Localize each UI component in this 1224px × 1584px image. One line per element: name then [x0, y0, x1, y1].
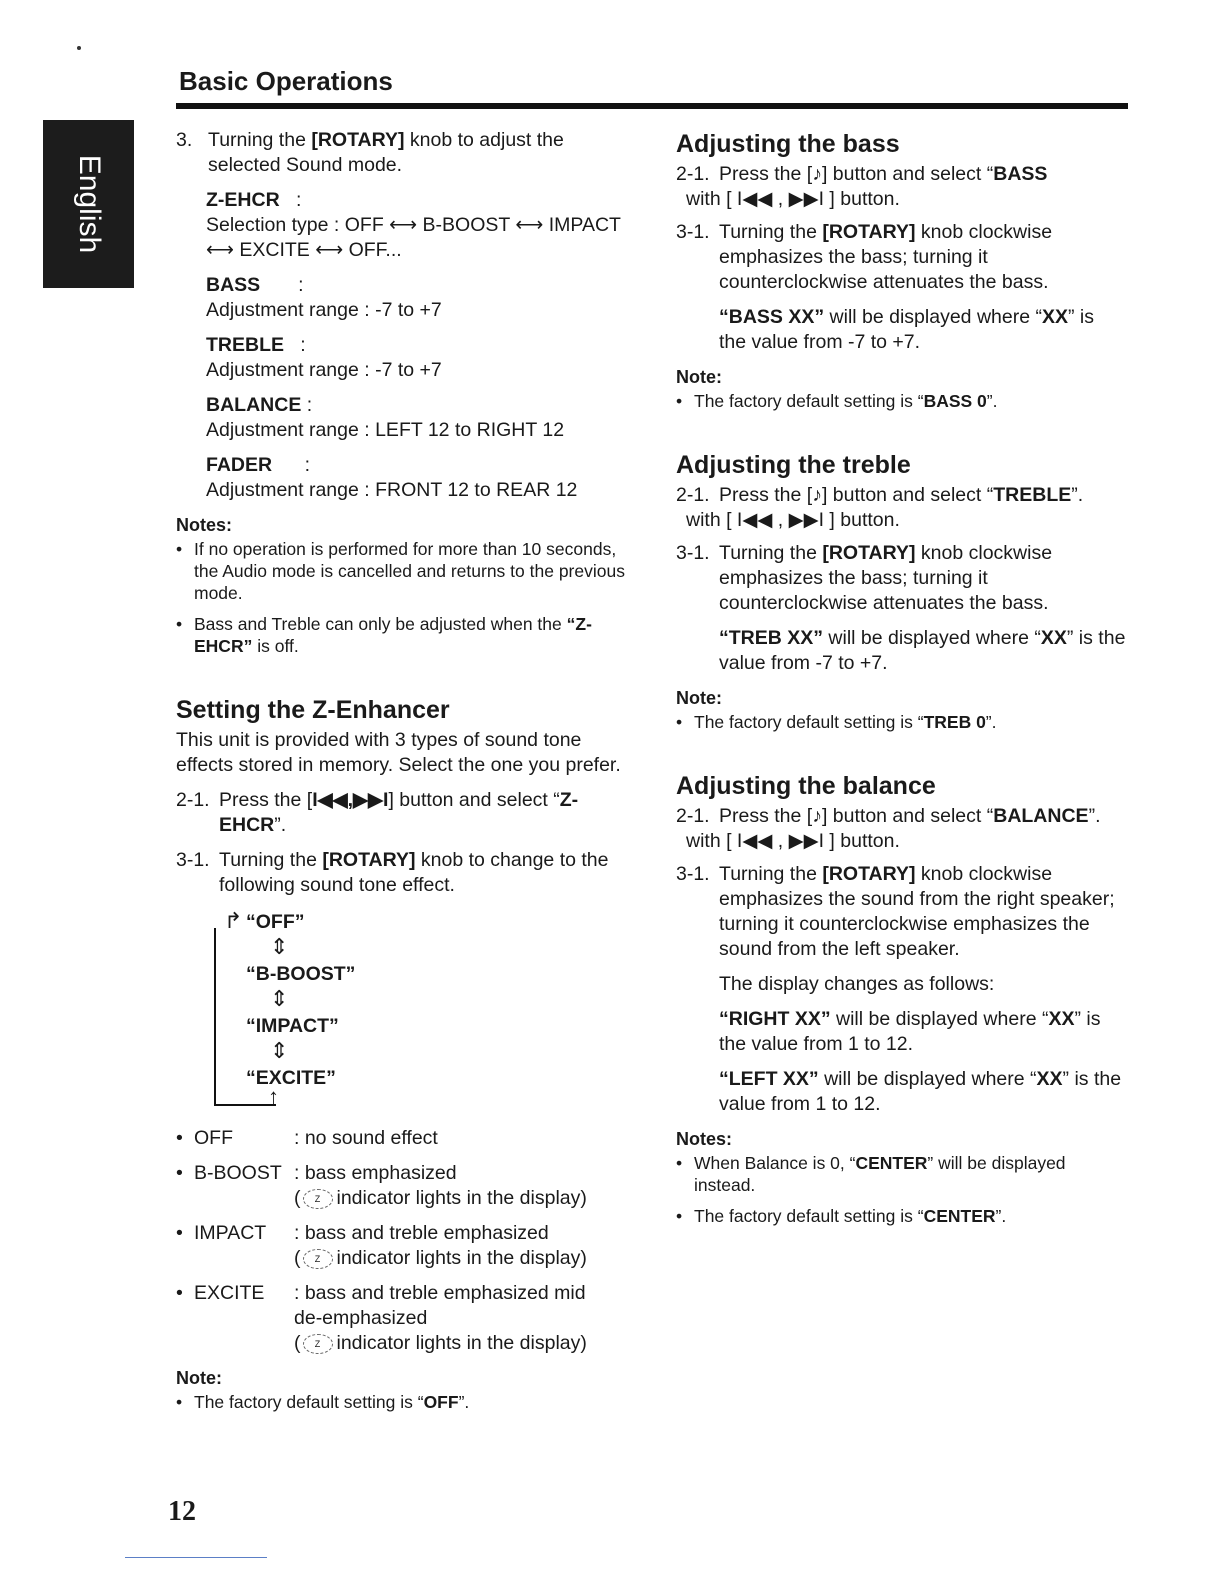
note-bold: “Z-EHCR” — [194, 614, 592, 656]
step-bold: Z-EHCR — [219, 789, 579, 836]
display-bold: “LEFT XX” — [719, 1068, 819, 1090]
note-bold: CENTER — [855, 1153, 928, 1173]
display-text: will be displayed where “ — [818, 1068, 1037, 1090]
step-text: Press the [ — [219, 789, 313, 811]
note-text: ”. — [995, 1206, 1007, 1226]
effect-off — [176, 1126, 626, 1151]
effect-desc: : no sound effect — [294, 1127, 438, 1149]
arrow-right-icon: ↱ — [224, 908, 243, 933]
mode-detail: Adjustment range : FRONT 12 to REAR 12 — [206, 479, 578, 501]
step-text: Turning the — [719, 221, 823, 243]
effect-excite: • EXCITE : bass and treble emphasized mid de-emphasized ( Z indicator lights in the display) — [176, 1281, 626, 1356]
step-with: with [ I◀◀ , ▶▶I ] button. — [686, 509, 900, 531]
treble-step-3-1 — [676, 541, 1126, 616]
bass-step-3-1 — [676, 220, 1126, 295]
right-column — [676, 128, 1126, 1236]
step-text: knob to adjust the selected Sound mode. — [208, 129, 564, 176]
treble-title: Adjusting the treble — [676, 451, 911, 479]
step-number: 2-1. — [676, 805, 710, 827]
step-text: knob clockwise emphasizes the bass; turning it counterclockwise attenuates the bass. — [719, 221, 1053, 293]
zenhancer-intro: This unit is provided with 3 types of sound tone effects stored in memory. Select the one you prefer. — [176, 729, 621, 776]
effect-name: IMPACT — [194, 1222, 267, 1244]
effect-b-boost: • B-BOOST : bass emphasized ( Z indicator lights in the display) — [176, 1161, 626, 1211]
treble-display — [676, 626, 1126, 676]
step-text: Turning the — [719, 542, 823, 564]
note-text: Bass and Treble can only be adjusted when the — [194, 614, 562, 634]
step-text: Press the [♪] button and select “ — [719, 163, 994, 185]
notes-title: Notes: — [676, 1129, 733, 1149]
mode-label: Z-EHCR — [206, 189, 280, 211]
note-text: ”. — [986, 391, 998, 411]
note-bold: CENTER — [923, 1206, 996, 1226]
flow-item: “EXCITE” — [246, 1067, 336, 1089]
note-item — [176, 1391, 626, 1413]
effect-desc: : bass emphasized — [294, 1162, 457, 1184]
step-number: 3-1. — [676, 542, 710, 564]
mode-detail: Adjustment range : -7 to +7 — [206, 299, 442, 321]
note-text: is off. — [252, 636, 299, 656]
effect-desc: : bass and treble emphasized — [294, 1222, 549, 1244]
step-text: ”. — [1071, 484, 1084, 506]
step-text: Press the [♪] button and select “ — [719, 484, 994, 506]
mode-label: BALANCE — [206, 394, 302, 416]
display-text: ” is the value from -7 to +7. — [719, 627, 1126, 674]
mode-detail: Selection type : OFF ⟷ B-BOOST ⟷ IMPACT ⟷ EXCITE ⟷ OFF... — [206, 214, 621, 261]
mode-label: FADER — [206, 454, 273, 476]
effect-indicator: indicator lights in the display) — [336, 1187, 587, 1209]
language-tab — [43, 120, 134, 288]
note-bold: TREB 0 — [923, 712, 986, 732]
bass-step-2-1 — [676, 162, 1126, 212]
rotary-label: [ROTARY] — [822, 863, 916, 885]
mode-zehcr — [176, 188, 626, 263]
mode-bass — [176, 273, 626, 323]
flow-item: “IMPACT” — [246, 1015, 339, 1037]
mode-label: BASS — [206, 274, 261, 296]
header-rule — [176, 103, 1128, 109]
mode-colon: : — [300, 334, 306, 356]
step-text: knob clockwise emphasizes the sound from the right speaker; turning it counterclockwise emphasizes the sound from the left speaker. — [719, 863, 1115, 960]
note-text: The factory default setting is “ — [694, 712, 924, 732]
note-text: The factory default setting is “ — [194, 1392, 424, 1412]
note-title: Note: — [676, 688, 722, 708]
step-number: 3. — [176, 129, 193, 151]
display-text: ” is the value from 1 to 12. — [719, 1008, 1101, 1055]
step-with: with [ I◀◀ , ▶▶I ] button. — [686, 830, 900, 852]
mode-colon: : — [306, 394, 313, 416]
step-text: ”. — [1088, 805, 1101, 827]
display-xx: XX — [1048, 1008, 1075, 1030]
step-text: Turning the — [208, 129, 312, 151]
balance-title: Adjusting the balance — [676, 772, 936, 800]
step-text: ”. — [274, 814, 287, 836]
step-number: 3-1. — [176, 849, 210, 871]
left-column — [176, 128, 626, 1422]
step-bold: BALANCE — [993, 805, 1089, 827]
step-bold: BASS — [993, 163, 1048, 185]
z-indicator-icon: Z — [303, 1189, 333, 1209]
effect-indicator: indicator lights in the display) — [336, 1332, 587, 1354]
flow-item: “OFF” — [246, 911, 305, 933]
effect-name: B-BOOST — [194, 1162, 282, 1184]
bass-title: Adjusting the bass — [676, 130, 900, 158]
effect-name: EXCITE — [194, 1282, 265, 1304]
step-number: 3-1. — [676, 221, 710, 243]
z-indicator-icon: Z — [303, 1249, 333, 1269]
note-text: The factory default setting is “ — [694, 391, 924, 411]
display-bold: “BASS XX” — [719, 306, 825, 328]
display-text: will be displayed where “ — [824, 306, 1042, 328]
notes-title: Notes: — [176, 515, 233, 535]
flow-item: “B-BOOST” — [246, 963, 356, 985]
balance-left-display — [676, 1067, 1126, 1117]
step-number: 2-1. — [176, 789, 210, 811]
note-item — [176, 613, 626, 657]
balance-step-2-1 — [676, 804, 1126, 854]
note-item — [676, 711, 1126, 733]
display-text: ” is the value from -7 to +7. — [719, 306, 1094, 353]
updown-arrow-icon: ⇕ — [270, 934, 289, 959]
display-text: will be displayed where “ — [830, 1008, 1049, 1030]
step-text: Turning the — [719, 863, 823, 885]
balance-step-3-1 — [676, 862, 1126, 962]
updown-arrow-icon: ⇕ — [270, 986, 289, 1011]
step-text: Turning the — [219, 849, 323, 871]
section-header: Basic Operations — [179, 66, 393, 96]
display-xx: XX — [1041, 306, 1068, 328]
step-number: 2-1. — [676, 163, 710, 185]
rotary-label: [ROTARY] — [822, 542, 916, 564]
mode-label: TREBLE — [206, 334, 284, 356]
display-text: ” is the value from 1 to 12. — [719, 1068, 1122, 1115]
note-title: Note: — [176, 1368, 222, 1388]
updown-arrow-icon: ⇕ — [270, 1038, 289, 1063]
note-text: ”. — [985, 712, 997, 732]
page-number: 12 — [168, 1496, 196, 1527]
note-text: When Balance is 0, “ — [694, 1153, 856, 1173]
scan-mark — [77, 46, 81, 50]
step-number: 2-1. — [676, 484, 710, 506]
display-xx: XX — [1040, 627, 1067, 649]
note-bold: BASS 0 — [923, 391, 987, 411]
mode-colon: : — [298, 274, 304, 296]
note-item — [676, 1152, 1126, 1196]
mode-balance — [176, 393, 626, 443]
step-bold: TREBLE — [993, 484, 1072, 506]
effect-cycle-diagram — [214, 908, 626, 1108]
note-title: Note: — [676, 367, 722, 387]
language-tab-label: English — [72, 154, 106, 254]
step-text: ] button and select “ — [388, 789, 560, 811]
effect-impact: • IMPACT : bass and treble emphasized ( Z indicator lights in the display) — [176, 1221, 626, 1271]
rotary-label: [ROTARY] — [822, 221, 916, 243]
note-text: ”. — [458, 1392, 470, 1412]
mode-colon: : — [304, 454, 311, 476]
display-bold: “RIGHT XX” — [719, 1008, 831, 1030]
balance-changes: The display changes as follows: — [719, 973, 995, 995]
effect-name: OFF — [194, 1127, 233, 1149]
rotary-label: [ROTARY] — [311, 129, 405, 151]
effect-desc: : bass and treble emphasized mid de-emphasized — [294, 1282, 586, 1329]
step-text: Press the [♪] button and select “ — [719, 805, 994, 827]
zenhancer-title: Setting the Z-Enhancer — [176, 696, 450, 724]
step-text: knob clockwise emphasizes the bass; turning it counterclockwise attenuates the bass. — [719, 542, 1053, 614]
note-text: The factory default setting is “ — [694, 1206, 924, 1226]
mode-fader — [176, 453, 626, 503]
note-text: ” will be displayed instead. — [694, 1153, 1066, 1195]
bass-display — [676, 305, 1126, 355]
bottom-divider — [125, 1557, 267, 1558]
zenhancer-step-3-1 — [176, 848, 626, 898]
rotary-label: [ROTARY] — [322, 849, 416, 871]
mode-detail: Adjustment range : LEFT 12 to RIGHT 12 — [206, 419, 565, 441]
display-xx: XX — [1036, 1068, 1063, 1090]
note-item — [676, 390, 1126, 412]
step-with: with [ I◀◀ , ▶▶I ] button. — [686, 188, 900, 210]
display-text: will be displayed where “ — [823, 627, 1041, 649]
effect-indicator: indicator lights in the display) — [336, 1247, 587, 1269]
balance-right-display — [676, 1007, 1126, 1057]
mode-detail: Adjustment range : -7 to +7 — [206, 359, 442, 381]
note-item: • If no operation is performed for more than 10 seconds, the Audio mode is cancelled and returns to the previous mode. — [176, 538, 626, 604]
display-bold: “TREB XX” — [719, 627, 824, 649]
treble-step-2-1 — [676, 483, 1126, 533]
zenhancer-step-2-1 — [176, 788, 626, 838]
mode-treble — [176, 333, 626, 383]
step-3 — [176, 128, 626, 178]
arrow-up-icon: ↑ — [268, 1084, 279, 1109]
mode-colon: : — [295, 189, 302, 211]
note-item — [676, 1205, 1126, 1227]
z-indicator-icon: Z — [303, 1334, 333, 1354]
step-text: knob to change to the following sound tone effect. — [219, 849, 609, 896]
track-button-label: I◀◀,▶▶I — [312, 789, 389, 811]
step-number: 3-1. — [676, 863, 710, 885]
note-bold: OFF — [423, 1392, 459, 1412]
